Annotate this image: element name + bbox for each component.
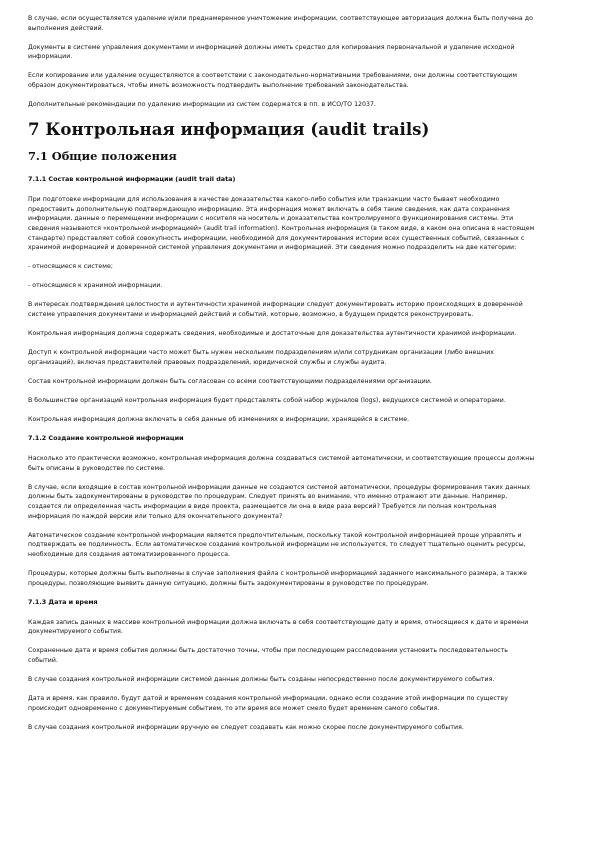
paragraph: Документы в системе управления документами и информацией должны иметь средство для копирования первоначальной и удаление исходной информации. (28, 43, 515, 61)
section-heading-7: 7 Контрольная информация (audit trails) (28, 119, 430, 140)
paragraph: В случае, если осуществляется удаление и/или преднамеренное уничтожение информации, соответствующее авторизация должна быть получена до выполнения действий. (28, 15, 533, 32)
paragraph: В большинстве организаций контрольная информация будет представлять собой набор журналов (logs), ведущихся системой и операторами. (28, 396, 506, 404)
paragraph: Процедуры, которые должны быть выполнены в случае заполнения файла с контрольной информацией заданного максимального размера, а также процедуры, позволяющие выявить данную ситуацию, должны быть задокументированы в руководстве по процедурам. (28, 570, 528, 587)
paragraph: Контрольная информация должна содержать сведения, необходимые и достаточные для доказательства аутентичности хранимой информации. (28, 330, 517, 338)
paragraph: Доступ к контрольной информации часто может быть нужен нескольким подразделениям и/или сотрудникам организации (либо внешних организаций), включая представителей правовых подразделений, юридической службы и службы аудита. (28, 349, 494, 366)
paragraph: Если копирование или удаление осуществляются в соответствии с законодательно-нормативными требованиями, они должны соответствующим образом документироваться, чтобы иметь возможность подтвердить выполнение требований законодательства. (28, 72, 518, 89)
paragraph: Автоматическое создание контрольной информации является предпочтительным, поскольку такой контрольной информацией проще управлять и подтверждать ее подлинность. Если автоматическое создание контрольной информации не используется, то следует тщательно оценить ресурсы, необходимые для создания автоматизированного процесса. (28, 531, 526, 558)
clause-heading-7-1-2: 7.1.2 Создание контрольной информации (28, 434, 184, 443)
paragraph: В случае, если входящие в состав контрольной информации данные не создаются системой автоматически, процедуры формирования таких данных должны быть задокументированы в руководстве по процедурам. Следует принять во внимание, что именно отражают эти данные. Например, создается ли определенная часть информации в виде проекта, размещается ли она в виде раза версий? Требуется ли полная контрольная информация по каждой версии или только для окончательного документа? (28, 483, 531, 520)
paragraph: Контрольная информация должна включать в себя данные об изменениях в информации, хранящейся в системе. (28, 416, 410, 424)
paragraph: При подготовке информации для использования в качестве доказательства какого-либо события или транзакции часто бывает необходимо предоставить дополнительную подтверждающую информацию. Эта информация может включать в себя такие сведения, как дата сохранения информации, данные о перемещении информации с носителя на носитель и доказательства контролируемого функционирования системы. Эти сведения называются «контрольной информацией» (audit trail information). Контрольная информация (в таком виде, в каком она описана в настоящем стандарте) представляет собой совокупность информации, необходимой для документирования истории всех существенных событий, связанных с хранимой информацией и доверенной системой управления документами и информацией. Эти сведения можно подразделить на две категории: (28, 196, 535, 252)
paragraph: В случае создания контрольной информации системой данные должны быть созданы непосредственно после документируемого события. (28, 676, 495, 684)
paragraph: Дополнительные рекомендации по удалению информации из систем содержатся в пп. в ИСО/ТО 12037. (28, 101, 377, 109)
paragraph: В интересах подтверждения целостности и аутентичности хранимой информации следует документировать историю происходящих в доверенной системе управления документами и информацией действий и событий, которые, возможно, в будущем придется реконструировать. (28, 301, 523, 318)
paragraph: Дата и время, как правило, будут датой и временем создания контрольной информации, однако если создание этой информации по существу происходит одновременно с документируемым событием, то эти время все может смело будет временем самого события. (28, 695, 508, 712)
paragraph: Каждая запись данных в массиве контрольной информации должна включать в себя соответствующие дату и время, относящиеся к дате и времени документируемого события. (28, 618, 529, 636)
clause-heading-7-1-3: 7.1.3 Дата и время (28, 597, 98, 606)
paragraph: Сохраненные дата и время события должны быть достаточно точны, чтобы при последующем расследовании установить последовательность событий. (28, 647, 508, 664)
paragraph: Состав контрольной информации должен быть согласован со всеми соответствующими подразделениями организации. (28, 377, 432, 385)
subsection-heading-7-1: 7.1 Общие положения (28, 149, 177, 164)
paragraph: Насколько это практически возможно, контрольная информация должна создаваться системой автоматически, и соответствующие процессы должны быть описаны в руководстве по системе. (28, 455, 535, 472)
list-item: - относящиеся к системе; (28, 263, 113, 271)
paragraph: В случае создания контрольной информации вручную ее следует создавать как можно скорее после документируемого события. (28, 723, 464, 731)
clause-heading-7-1-1: 7.1.1 Состав контрольной информации (audit trail data) (28, 175, 236, 184)
list-item: - относящиеся к хранимой информации. (28, 282, 163, 290)
